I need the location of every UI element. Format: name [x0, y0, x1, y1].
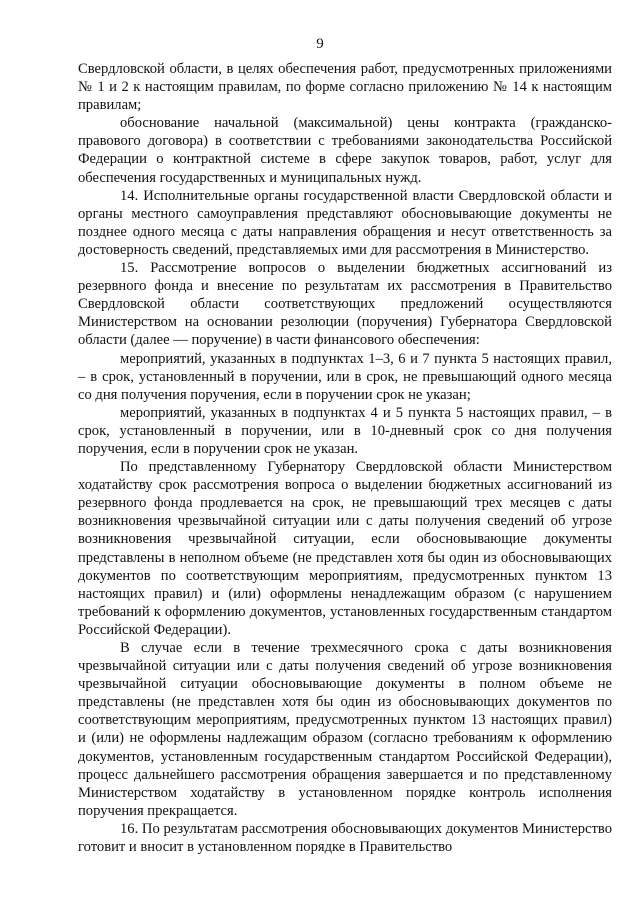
paragraph: По представленному Губернатору Свердловской области Министерством ходатайству срок рассмотрения вопроса о выделении бюджетных ассигнований из резервного фонда продлевается на срок, не превышающий трех месяцев с даты возникновения чрезвычайной ситуации или с даты получения сведений об угрозе возникновения чрезвычайной ситуации, если обосновывающие документы представлены в неполном объеме (не представлен хотя бы один из обосновывающих документов по соответствующим мероприятиям, предусмотренных пунктом 13 настоящих правил) и (или) оформлены ненадлежащим образом (с нарушением требований к оформлению документов, установленных государственным стандартом Российской Федерации).	[78, 459, 612, 638]
paragraph: мероприятий, указанных в подпунктах 1–3, 6 и 7 пункта 5 настоящих правил, – в срок, установленный в поручении, или в срок, не превышающий одного месяца со дня получения поручения, если в поручении срок не указан;	[78, 350, 612, 403]
paragraph: 16. По результатам рассмотрения обосновывающих документов Министерство готовит и вносит в установленном порядке в Правительство	[78, 820, 612, 856]
page-number: 9	[316, 36, 324, 52]
paragraph: 14. Исполнительные органы государственной власти Свердловской области и органы местного самоуправления представляют обосновывающие документы не позднее одного месяца с даты направления обращения и несут ответственность за достоверность сведений, представляемых ими для рассмотрения в Министерство.	[78, 187, 612, 258]
paragraph: Свердловской области, в целях обеспечения работ, предусмотренных приложениями № 1 и 2 к настоящим правилам, по форме согласно приложению № 14 к настоящим правилам;	[78, 61, 612, 114]
paragraph: мероприятий, указанных в подпунктах 4 и 5 пункта 5 настоящих правил, – в срок, установленный в поручении, или в 10-дневный срок со дня получения поручения, если в поручении срок не указан.	[78, 404, 612, 457]
paragraph: обоснование начальной (максимальной) цены контракта (гражданско-правового договора) в соответствии с требованиями законодательства Российской Федерации о контрактной системе в сфере закупок товаров, работ, услуг для обеспечения государственных и муниципальных нужд.	[78, 115, 612, 186]
document-body	[78, 60, 612, 856]
paragraph: 15. Рассмотрение вопросов о выделении бюджетных ассигнований из резервного фонда и внесение по результатам их рассмотрения в Правительство Свердловской области соответствующих предложений осуществляются Министерством на основании резолюции (поручения) Губернатора Свердловской области (далее — поручение) в части финансового обеспечения:	[78, 260, 612, 349]
paragraph: В случае если в течение трехмесячного срока с даты возникновения чрезвычайной ситуации или с даты получения сведений об угрозе возникновения чрезвычайной ситуации обосновывающие документы в полном объеме не представлены (не представлен хотя бы один из обосновывающих документов по соответствующим мероприятиям, предусмотренных пунктом 13 настоящих правил) и (или) не оформлены надлежащим образом (согласно требованиям к оформлению документов, установленным государственным стандартом Российской Федерации), процесс дальнейшего рассмотрения обращения завершается и по представленному Министерством ходатайству в установленном порядке контроль исполнения поручения прекращается.	[78, 640, 612, 819]
